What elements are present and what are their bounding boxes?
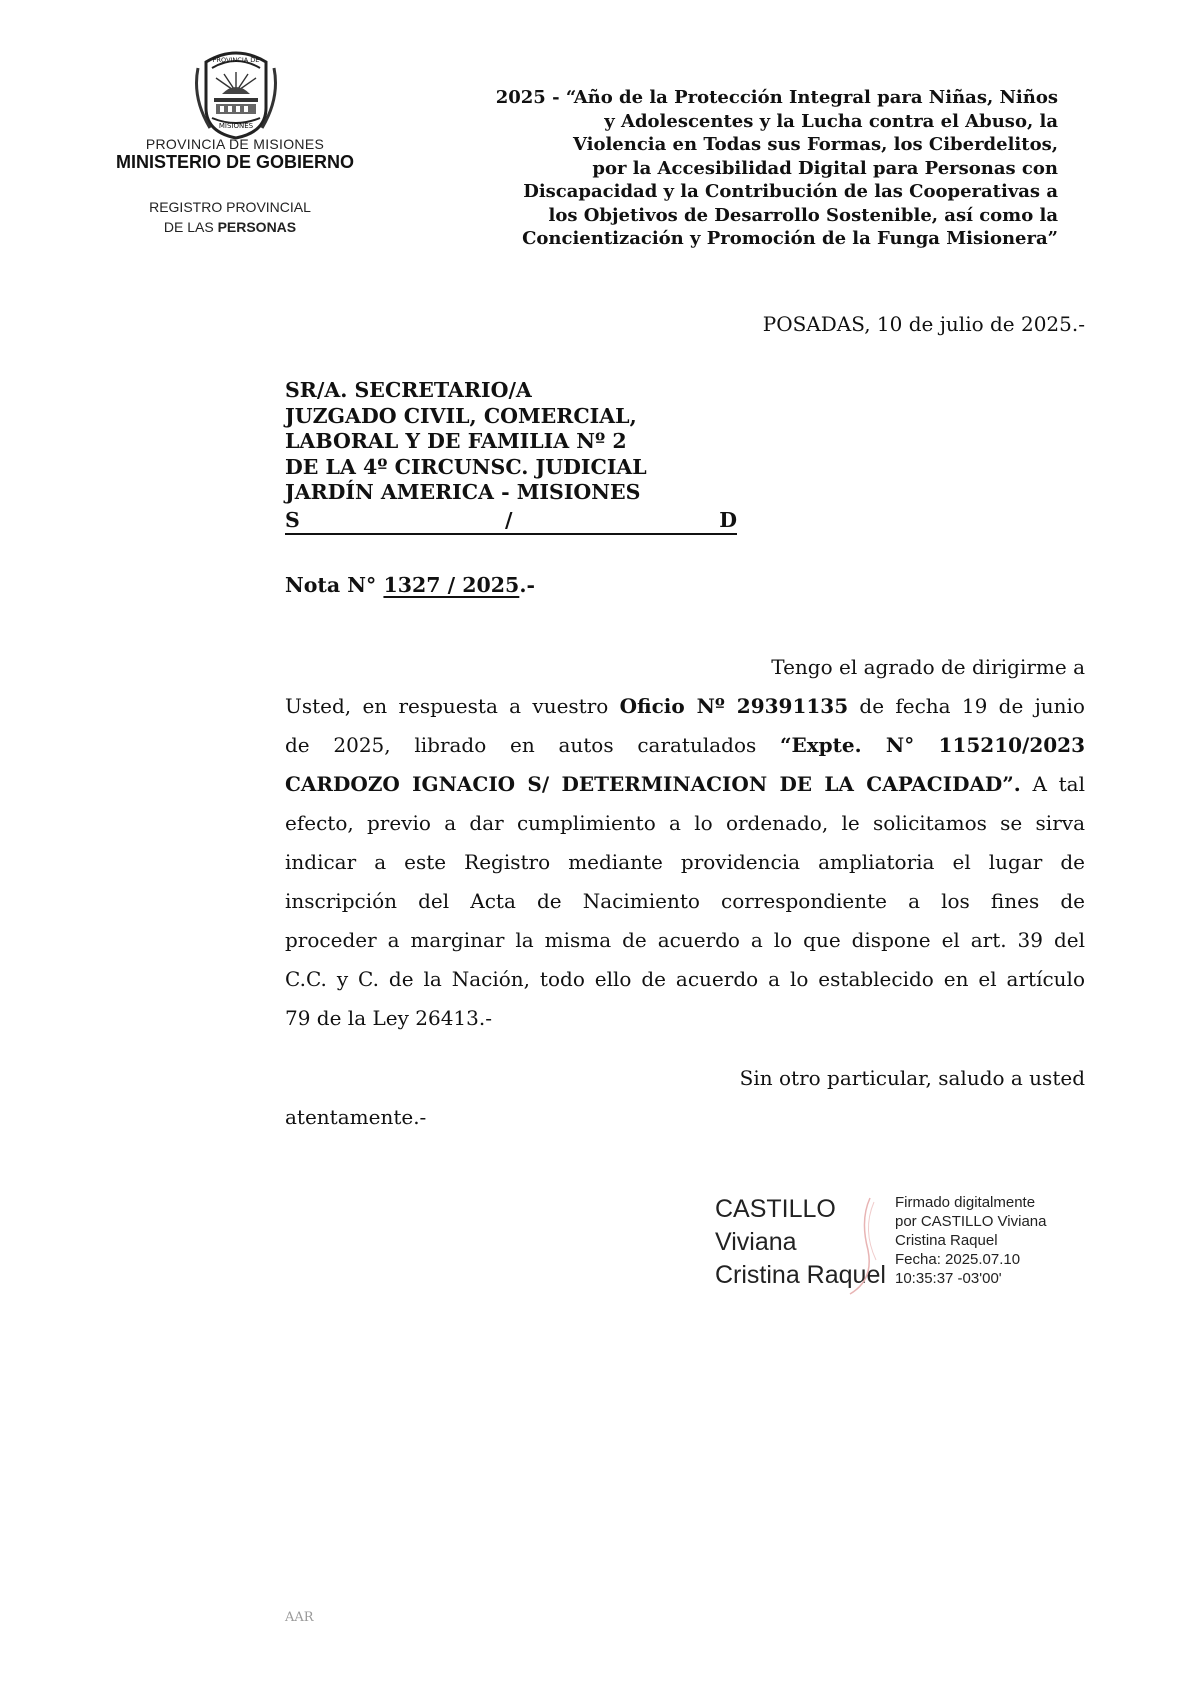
crest-text-top: PROVINCIA DE — [212, 56, 260, 64]
oficio-number: Oficio Nº 29391135 — [619, 694, 849, 718]
addressee-line: DE LA 4º CIRCUNSC. JUDICIAL — [285, 454, 647, 479]
letter-date: POSADAS, 10 de julio de 2025.- — [762, 312, 1085, 336]
registry-de-las: DE LAS — [163, 219, 214, 235]
motto-line: 2025 - “Año de la Protección Integral para Niñas, Niños — [495, 87, 1058, 108]
case-title: CARDOZO IGNACIO S/ DETERMINACION DE LA CAPACIDAD”. — [285, 772, 1021, 796]
sd-d: D — [719, 508, 737, 532]
addressee-line: SR/A. SECRETARIO/A — [285, 378, 532, 402]
signature-info-line: Firmado digitalmente — [895, 1194, 1036, 1211]
body-text-run: Usted, en respuesta a vuestro — [285, 694, 620, 718]
note-suffix: .- — [519, 573, 535, 597]
motto-line: Concientización y Promoción de la Funga Misionera” — [522, 228, 1058, 249]
registry-personas: PERSONAS — [217, 219, 297, 235]
crest-text-bottom: MISIONES — [218, 122, 254, 130]
motto-line: Discapacidad y la Contribución de las Cooperativas a — [523, 181, 1058, 202]
su-despacho-line — [285, 508, 737, 535]
signer-name-line: Viviana — [715, 1228, 797, 1256]
body-line: indicar a este Registro mediante providencia ampliatoria el lugar de — [285, 850, 1085, 874]
signer-name-line: Cristina Raquel — [715, 1261, 886, 1289]
motto-line: Violencia en Todas sus Formas, los Ciberdelitos, — [572, 134, 1058, 155]
closing-block — [285, 1059, 1085, 1137]
province-name: PROVINCIA DE MISIONES — [145, 136, 325, 152]
sd-slash: / — [505, 508, 513, 532]
signature-mark-icon — [830, 1190, 890, 1300]
addressee-line: LABORAL Y DE FAMILIA Nº 2 — [285, 429, 627, 453]
author-initials: AAR — [285, 1610, 314, 1625]
note-value: 1327 / 2025 — [383, 573, 520, 597]
addressee-block — [285, 378, 647, 506]
body-line: efecto, previo a dar cumplimiento a lo ordenado, le solicitamos se sirva — [285, 811, 1085, 835]
motto-line: los Objetivos de Desarrollo Sostenible, así como la — [548, 204, 1058, 226]
body-text-run: A tal — [1020, 772, 1085, 796]
motto-line: por la Accesibilidad Digital para Personas con — [592, 157, 1058, 179]
motto-line: y Adolescentes y la Lucha contra el Abuso, la — [604, 110, 1058, 132]
letter-body — [285, 648, 1085, 1038]
body-text-run: de fecha 19 de junio — [848, 694, 1085, 718]
body-line: 79 de la Ley 26413.- — [285, 1006, 492, 1030]
signature-info-line: 10:35:37 -03'00' — [895, 1270, 1002, 1287]
addressee-line: JUZGADO CIVIL, COMERCIAL, — [285, 403, 637, 428]
note-label: Nota N° — [285, 573, 377, 597]
body-line — [285, 765, 1085, 804]
signature-info-line: por CASTILLO Viviana — [895, 1213, 1047, 1230]
body-line: proceder a marginar la misma de acuerdo a lo que dispone el art. 39 del — [285, 928, 1085, 952]
signer-name-line: CASTILLO — [715, 1195, 836, 1223]
signature-info-line: Cristina Raquel — [895, 1232, 998, 1249]
body-line: Tengo el agrado de dirigirme a — [771, 655, 1085, 679]
body-text-run: de 2025, librado en autos caratulados — [285, 733, 780, 757]
registry-line1: REGISTRO PROVINCIAL — [149, 199, 311, 215]
sd-s: S — [285, 508, 300, 532]
closing-line: Sin otro particular, saludo a usted — [739, 1066, 1085, 1090]
body-line: inscripción del Acta de Nacimiento correspondiente a los fines de — [285, 889, 1085, 913]
closing-line: atentamente.- — [285, 1105, 427, 1129]
addressee-line: JARDÍN AMERICA - MISIONES — [285, 480, 641, 504]
expediente-number: “Expte. N° 115210/2023 — [780, 733, 1085, 757]
signature-info-line: Fecha: 2025.07.10 — [895, 1251, 1021, 1268]
body-line — [285, 687, 1085, 726]
ministry-name: MINISTERIO DE GOBIERNO — [115, 152, 355, 172]
misiones-crest-logo — [186, 48, 286, 140]
body-line: C.C. y C. de la Nación, todo ello de acuerdo a lo establecido en el artículo — [285, 967, 1085, 991]
registry-name — [130, 197, 330, 237]
body-line — [285, 726, 1085, 765]
year-motto — [440, 86, 1058, 251]
note-number — [285, 573, 535, 597]
registry-line2 — [130, 217, 330, 237]
digital-signature-info — [895, 1193, 1046, 1288]
